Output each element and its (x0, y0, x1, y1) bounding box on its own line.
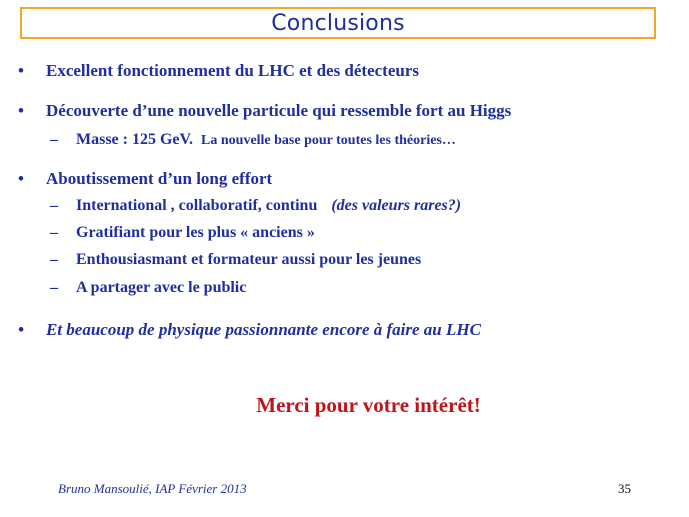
international-text: International , collaboratif, continu (76, 197, 318, 214)
mass-value: Masse : 125 GeV. (76, 131, 194, 148)
thanks-message: Merci pour votre intérêt! (256, 393, 481, 417)
dash-symbol: – (50, 224, 58, 241)
sub-item-text (76, 197, 461, 215)
dash-symbol: – (50, 197, 58, 214)
dash-symbol: – (50, 279, 58, 296)
sub-item-text: A partager avec le public (76, 279, 247, 296)
dash-symbol: – (50, 251, 58, 268)
sub-item-text: Gratifiant pour les plus « anciens » (76, 224, 315, 241)
footer-author: Bruno Mansoulié, IAP Février 2013 (58, 481, 247, 496)
page-number: 35 (618, 481, 631, 496)
bullet-symbol: • (18, 101, 24, 120)
dash-symbol: – (50, 131, 58, 148)
international-note: (des valeurs rares?) (331, 197, 462, 214)
bullet-symbol: • (18, 169, 24, 188)
slide-title: Conclusions (271, 10, 405, 36)
sub-item-text: Enthousiasmant et formateur aussi pour les jeunes (76, 251, 422, 268)
bullet-symbol: • (18, 320, 24, 339)
bullet-text: Aboutissement d’un long effort (46, 169, 273, 188)
bullet-text: Découverte d’une nouvelle particule qui ressemble fort au Higgs (46, 101, 512, 120)
bullet-text: Excellent fonctionnement du LHC et des détecteurs (46, 61, 420, 80)
bullet-text: Et beaucoup de physique passionnante encore à faire au LHC (46, 320, 481, 339)
sub-item-text (76, 131, 456, 149)
mass-note: La nouvelle base pour toutes les théories… (201, 133, 456, 148)
bullet-symbol: • (18, 61, 24, 80)
slide-title-box (20, 7, 656, 39)
